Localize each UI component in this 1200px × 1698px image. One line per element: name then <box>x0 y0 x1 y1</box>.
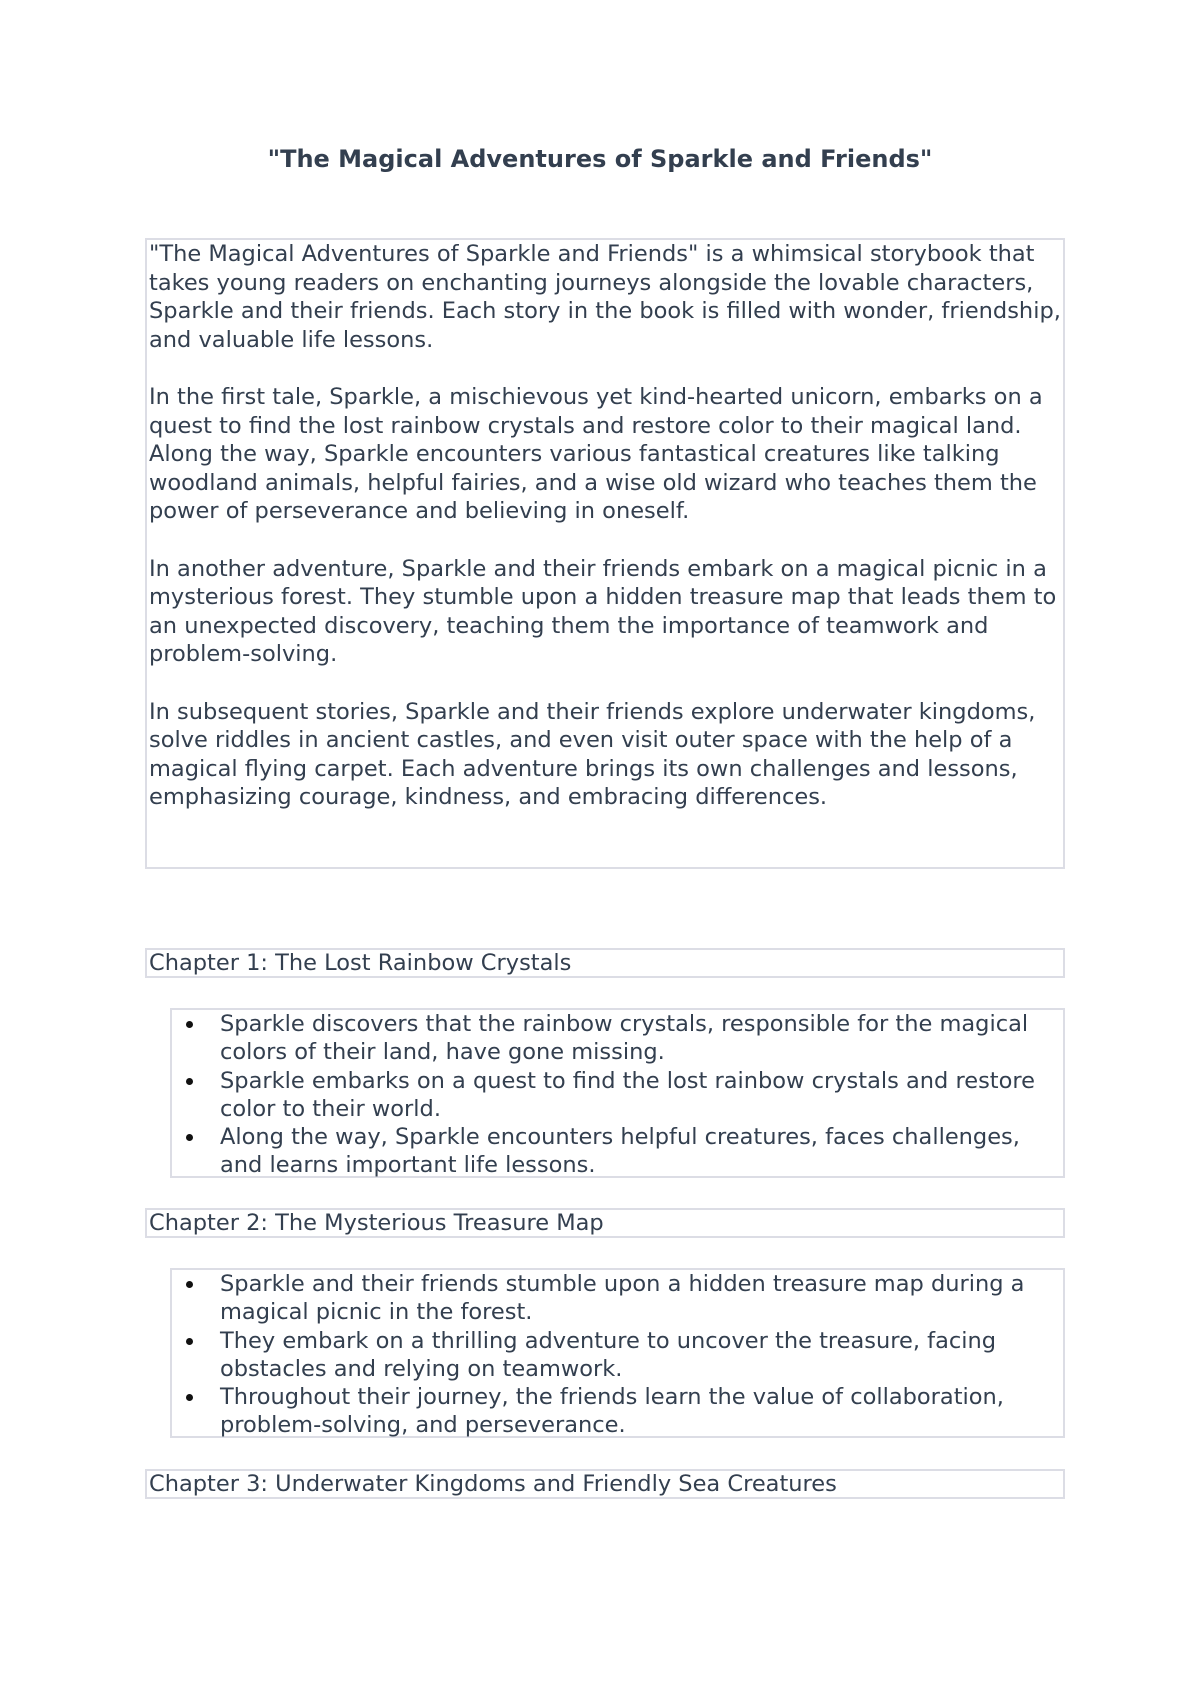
document-title: "The Magical Adventures of Sparkle and Friends" <box>267 145 933 173</box>
bullet-dot-icon <box>186 1021 193 1028</box>
chapter-2-bullets <box>170 1268 1065 1438</box>
list-item <box>172 1270 1063 1327</box>
list-item-text: Along the way, Sparkle encounters helpful creatures, faces challenges, and learns important life lessons. <box>220 1124 1020 1179</box>
list-item-text: They embark on a thrilling adventure to uncover the treasure, facing obstacles and relying on teamwork. <box>220 1327 997 1382</box>
intro-paragraph: "The Magical Adventures of Sparkle and Friends" is a whimsical storybook that takes young readers on enchanting journeys alongside the lovable characters, Sparkle and their friends. Each story in the book is filled with wonder, friendship, and valuable life lessons. <box>149 241 1061 353</box>
chapter-3-heading: Chapter 3: Underwater Kingdoms and Friendly Sea Creatures <box>145 1469 1065 1499</box>
list-item-text: Sparkle and their friends stumble upon a hidden treasure map during a magical picnic in the forest. <box>220 1271 1025 1326</box>
bullet-list <box>172 1010 1063 1180</box>
list-item <box>172 1327 1063 1384</box>
bullet-dot-icon <box>186 1394 193 1401</box>
list-item <box>172 1067 1063 1124</box>
chapter-1-heading: Chapter 1: The Lost Rainbow Crystals <box>145 948 1065 978</box>
bullet-dot-icon <box>186 1281 193 1288</box>
list-item <box>172 1010 1063 1067</box>
bullet-list <box>172 1270 1063 1440</box>
list-item-text: Throughout their journey, the friends learn the value of collaboration, problem-solving, and perseverance. <box>220 1384 1004 1439</box>
chapter-1-bullets <box>170 1008 1065 1178</box>
intro-paragraph: In another adventure, Sparkle and their friends embark on a magical picnic in a mysterious forest. They stumble upon a hidden treasure map that leads them to an unexpected discovery, teaching them the importance of teamwork and problem-solving. <box>149 555 1057 668</box>
bullet-dot-icon <box>186 1134 193 1141</box>
list-item <box>172 1383 1063 1440</box>
bullet-dot-icon <box>186 1338 193 1345</box>
chapter-2-heading: Chapter 2: The Mysterious Treasure Map <box>145 1208 1065 1238</box>
list-item <box>172 1123 1063 1180</box>
intro-text-box <box>145 238 1065 869</box>
list-item-text: Sparkle discovers that the rainbow crystals, responsible for the magical colors of their land, have gone missing. <box>220 1011 1029 1066</box>
intro-paragraph: In subsequent stories, Sparkle and their friends explore underwater kingdoms, solve riddles in ancient castles, and even visit outer space with the help of a magical flying carpet. Each adventure brings its own challenges and lessons, emphasizing courage, kindness, and embracing differences. <box>149 698 1036 811</box>
list-item-text: Sparkle embarks on a quest to find the lost rainbow crystals and restore color to their world. <box>220 1067 1035 1122</box>
bullet-dot-icon <box>186 1078 193 1085</box>
intro-paragraph: In the first tale, Sparkle, a mischievous yet kind-hearted unicorn, embarks on a quest to find the lost rainbow crystals and restore color to their magical land. Along the way, Sparkle encounters various fantastical creatures like talking woodland animals, helpful fairies, and a wise old wizard who teaches them the power of perseverance and believing in oneself. <box>149 383 1043 525</box>
